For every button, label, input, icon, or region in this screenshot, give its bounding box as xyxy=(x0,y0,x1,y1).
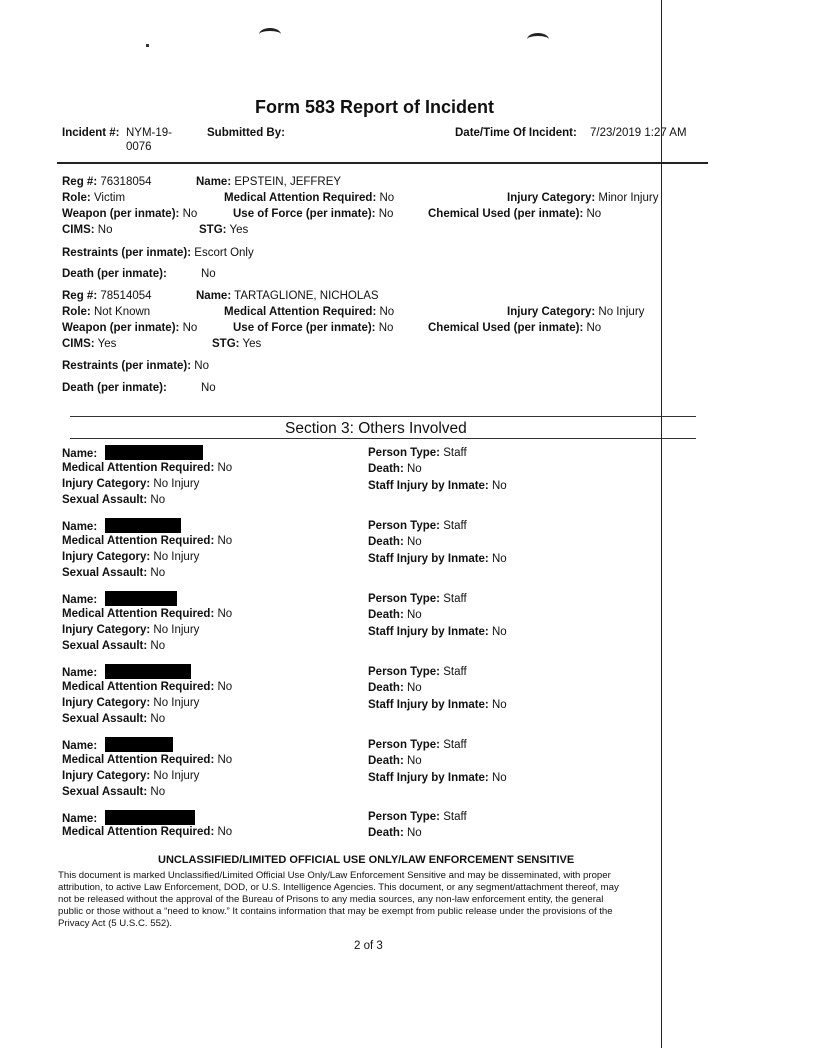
med-label: Medical Attention Required: xyxy=(62,681,215,693)
sexual-value: No xyxy=(150,713,166,725)
staffinj-label: Staff Injury by Inmate: xyxy=(368,626,489,638)
datetime-label: Date/Time Of Incident: xyxy=(455,127,577,139)
med-value: No xyxy=(217,754,233,766)
inmate-name: EPSTEIN, JEFFREY xyxy=(234,176,342,188)
submitted-label: Submitted By: xyxy=(207,127,285,139)
death-label: Death: xyxy=(368,755,404,767)
death-value: No xyxy=(201,382,216,394)
scan-mark-right xyxy=(527,33,549,46)
med-value: No xyxy=(217,535,233,547)
reg-label: Reg #: xyxy=(62,290,98,302)
ptype-label: Person Type: xyxy=(368,447,440,459)
sexual-label: Sexual Assault: xyxy=(62,786,148,798)
name-label: Name: xyxy=(62,813,98,825)
chem-label: Chemical Used (per inmate): xyxy=(428,322,584,334)
med-value: No xyxy=(217,826,233,838)
sexual-label: Sexual Assault: xyxy=(62,640,148,652)
death-label: Death: xyxy=(368,463,404,475)
classification-banner: UNCLASSIFIED/LIMITED OFFICIAL USE ONLY/LAW ENFORCEMENT SENSITIVE xyxy=(158,854,575,866)
med-label: Medical Attention Required: xyxy=(224,306,377,318)
staffinj-label: Staff Injury by Inmate: xyxy=(368,772,489,784)
header-divider xyxy=(57,162,708,164)
ptype-label: Person Type: xyxy=(368,666,440,678)
med-value: No xyxy=(217,462,233,474)
staffinj-label: Staff Injury by Inmate: xyxy=(368,553,489,565)
weapon-value: No xyxy=(182,322,198,334)
weapon-label: Weapon (per inmate): xyxy=(62,208,180,220)
sexual-label: Sexual Assault: xyxy=(62,567,148,579)
ptype-label: Person Type: xyxy=(368,520,440,532)
cims-label: CIMS: xyxy=(62,224,95,236)
reg-value: 76318054 xyxy=(100,176,152,188)
reg-value: 78514054 xyxy=(100,290,152,302)
med-label: Medical Attention Required: xyxy=(62,608,215,620)
stg-label: STG: xyxy=(212,338,240,350)
role-label: Role: xyxy=(62,192,91,204)
death-value: No xyxy=(406,755,422,767)
staffinj-value: No xyxy=(491,772,507,784)
sexual-value: No xyxy=(150,640,166,652)
cims-value: Yes xyxy=(97,338,117,350)
force-value: No xyxy=(378,322,394,334)
staffinj-value: No xyxy=(491,480,507,492)
ptype-value: Staff xyxy=(443,447,467,459)
med-value: No xyxy=(379,306,395,318)
ptype-value: Staff xyxy=(443,739,467,751)
redaction-box xyxy=(105,810,195,825)
name-label: Name: xyxy=(196,176,232,188)
injury-label: Injury Category: xyxy=(507,306,596,318)
injury-label: Injury Category: xyxy=(62,551,151,563)
name-label: Name: xyxy=(62,740,98,752)
injury-value: No Injury xyxy=(153,624,200,636)
redaction-box xyxy=(105,591,177,606)
death-label: Death: xyxy=(368,682,404,694)
name-label: Name: xyxy=(196,290,232,302)
reg-label: Reg #: xyxy=(62,176,98,188)
name-label: Name: xyxy=(62,667,98,679)
ptype-value: Staff xyxy=(443,811,467,823)
death-label: Death (per inmate): xyxy=(62,268,167,280)
scan-speck xyxy=(146,44,149,47)
sexual-label: Sexual Assault: xyxy=(62,713,148,725)
weapon-value: No xyxy=(182,208,198,220)
staffinj-label: Staff Injury by Inmate: xyxy=(368,480,489,492)
restraints-value: No xyxy=(194,360,209,372)
section-divider-top xyxy=(70,416,696,417)
incident-label: Incident #: xyxy=(62,127,120,139)
injury-value: No Injury xyxy=(153,697,200,709)
staffinj-value: No xyxy=(491,626,507,638)
chem-value: No xyxy=(586,322,602,334)
chem-value: No xyxy=(586,208,602,220)
death-value: No xyxy=(406,682,422,694)
section-3-title: Section 3: Others Involved xyxy=(285,420,467,437)
disclaimer xyxy=(58,870,619,930)
cims-label: CIMS: xyxy=(62,338,95,350)
redaction-box xyxy=(105,664,191,679)
role-value: Not Known xyxy=(93,306,151,318)
injury-label: Injury Category: xyxy=(507,192,596,204)
ptype-label: Person Type: xyxy=(368,739,440,751)
injury-value: Minor Injury xyxy=(598,192,659,204)
name-label: Name: xyxy=(62,594,98,606)
disclaimer-line: attribution, to active Law Enforcement, DOD, or U.S. Intelligence Agencies. This document, or any segment/attachment thereof, may xyxy=(58,882,619,893)
incident-value-1: NYM-19- xyxy=(126,127,173,139)
inmate-name: TARTAGLIONE, NICHOLAS xyxy=(234,290,379,302)
scan-vertical-line xyxy=(661,0,662,1048)
page-number: 2 of 3 xyxy=(354,940,383,952)
ptype-value: Staff xyxy=(443,666,467,678)
med-label: Medical Attention Required: xyxy=(62,754,215,766)
med-label: Medical Attention Required: xyxy=(62,535,215,547)
staffinj-value: No xyxy=(491,553,507,565)
role-label: Role: xyxy=(62,306,91,318)
disclaimer-line: Privacy Act (5 U.S.C. 552). xyxy=(58,918,173,929)
disclaimer-line: public or those without a “need to know.” It contains information that may be exempt from public release under the provisions of the xyxy=(58,906,613,917)
chem-label: Chemical Used (per inmate): xyxy=(428,208,584,220)
redaction-box xyxy=(105,518,181,533)
weapon-label: Weapon (per inmate): xyxy=(62,322,180,334)
death-value: No xyxy=(406,827,422,839)
scan-mark-left xyxy=(259,28,281,41)
death-label: Death: xyxy=(368,536,404,548)
death-label: Death (per inmate): xyxy=(62,382,167,394)
ptype-label: Person Type: xyxy=(368,811,440,823)
sexual-value: No xyxy=(150,567,166,579)
ptype-value: Staff xyxy=(443,520,467,532)
death-value: No xyxy=(406,536,422,548)
cims-value: No xyxy=(97,224,113,236)
redaction-box xyxy=(105,737,173,752)
disclaimer-line: not be released without the approval of the Bureau of Prisons to any media sources, any non-law enforcement entity, the general xyxy=(58,894,604,905)
injury-value: No Injury xyxy=(153,770,200,782)
page-title: Form 583 Report of Incident xyxy=(255,97,495,117)
force-label: Use of Force (per inmate): xyxy=(233,322,376,334)
restraints-value: Escort Only xyxy=(194,247,254,259)
datetime-value: 7/23/2019 1:27 AM xyxy=(590,127,687,139)
death-label: Death: xyxy=(368,827,404,839)
sexual-value: No xyxy=(150,494,166,506)
death-value: No xyxy=(406,463,422,475)
section-divider-bottom xyxy=(70,438,696,439)
name-label: Name: xyxy=(62,521,98,533)
ptype-label: Person Type: xyxy=(368,593,440,605)
stg-value: Yes xyxy=(242,338,262,350)
disclaimer-line: This document is marked Unclassified/Limited Official Use Only/Law Enforcement Sensitive and may be disseminated, with proper xyxy=(58,870,611,881)
med-value: No xyxy=(379,192,395,204)
name-label: Name: xyxy=(62,448,98,460)
staffinj-value: No xyxy=(491,699,507,711)
incident-value-2: 0076 xyxy=(126,141,152,153)
stg-label: STG: xyxy=(199,224,227,236)
injury-value: No Injury xyxy=(598,306,645,318)
staffinj-label: Staff Injury by Inmate: xyxy=(368,699,489,711)
sexual-value: No xyxy=(150,786,166,798)
death-label: Death: xyxy=(368,609,404,621)
med-label: Medical Attention Required: xyxy=(62,462,215,474)
ptype-value: Staff xyxy=(443,593,467,605)
force-label: Use of Force (per inmate): xyxy=(233,208,376,220)
death-value: No xyxy=(406,609,422,621)
death-value: No xyxy=(201,268,216,280)
force-value: No xyxy=(378,208,394,220)
injury-label: Injury Category: xyxy=(62,770,151,782)
med-label: Medical Attention Required: xyxy=(62,826,215,838)
role-value: Victim xyxy=(93,192,126,204)
med-label: Medical Attention Required: xyxy=(224,192,377,204)
med-value: No xyxy=(217,608,233,620)
stg-value: Yes xyxy=(229,224,249,236)
redaction-box xyxy=(105,445,203,460)
restraints-label: Restraints (per inmate): xyxy=(62,247,192,259)
injury-label: Injury Category: xyxy=(62,624,151,636)
injury-label: Injury Category: xyxy=(62,478,151,490)
sexual-label: Sexual Assault: xyxy=(62,494,148,506)
injury-label: Injury Category: xyxy=(62,697,151,709)
restraints-label: Restraints (per inmate): xyxy=(62,360,192,372)
med-value: No xyxy=(217,681,233,693)
injury-value: No Injury xyxy=(153,478,200,490)
injury-value: No Injury xyxy=(153,551,200,563)
